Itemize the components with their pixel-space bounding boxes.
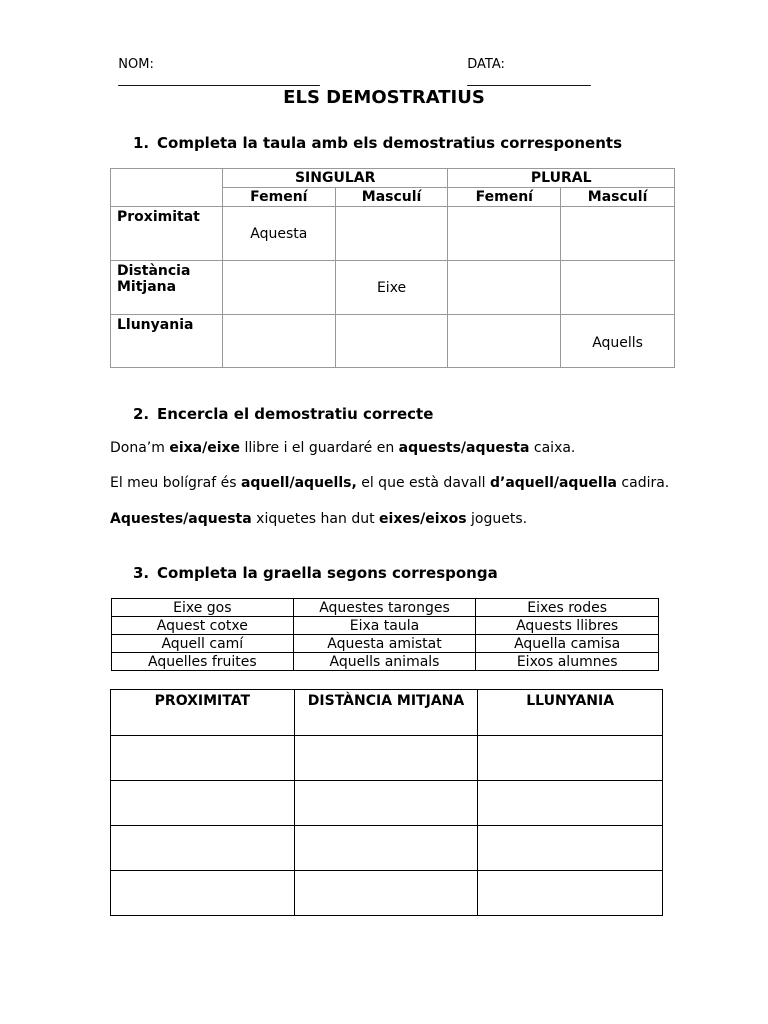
grid-answer-cell[interactable] [294, 826, 478, 871]
answer-cell[interactable] [561, 207, 675, 261]
answer-cell[interactable]: Aquells [561, 315, 675, 368]
distancia-mitjana-column-header: DISTÀNCIA MITJANA [294, 690, 478, 736]
sentence-text: joguets. [466, 511, 528, 527]
singular-masculi-header: Masculí [335, 188, 448, 207]
row-label-llunyania: Llunyania [111, 315, 223, 368]
plural-masculi-header: Masculí [561, 188, 675, 207]
sentence-3 [110, 511, 527, 527]
grid-answer-cell[interactable] [478, 736, 663, 781]
grid-answer-cell[interactable] [294, 736, 478, 781]
choice-option[interactable]: eixes/eixos [379, 511, 467, 527]
sentence-1 [110, 440, 575, 456]
answer-cell[interactable] [222, 261, 335, 315]
grid-answer-cell[interactable] [294, 871, 478, 916]
section-1-number: 1. [133, 134, 150, 152]
table-row [112, 599, 659, 617]
table-row [111, 826, 663, 871]
answer-cell[interactable] [335, 207, 448, 261]
choice-option[interactable]: Aquestes/aquesta [110, 511, 252, 527]
table-row [111, 261, 675, 315]
classification-grid [110, 689, 663, 916]
sentence-text: xiquetes han dut [251, 511, 380, 527]
choice-option[interactable]: aquell/aquells, [240, 475, 357, 491]
grid-answer-cell[interactable] [478, 781, 663, 826]
word-cell: Aquelles fruites [112, 653, 294, 671]
section-2-title: Encercla el demostratiu correcte [157, 405, 434, 423]
grid-answer-cell[interactable] [294, 781, 478, 826]
section-1-title: Completa la taula amb els demostratius corresponents [157, 134, 622, 152]
choice-option[interactable]: aquests/aquesta [398, 440, 530, 456]
demonstratives-table [110, 168, 675, 368]
table-row [112, 635, 659, 653]
date-field[interactable] [459, 42, 591, 87]
page-title: ELS DEMOSTRATIUS [283, 87, 485, 108]
singular-header: SINGULAR [222, 169, 448, 188]
table-row [111, 871, 663, 916]
plural-header: PLURAL [448, 169, 675, 188]
word-cell: Aquell camí [112, 635, 294, 653]
answer-cell[interactable] [561, 261, 675, 315]
choice-option[interactable]: eixa/eixe [169, 440, 241, 456]
sentence-text: llibre i el guardaré en [240, 440, 399, 456]
section-2-heading [133, 405, 433, 423]
section-3-heading [133, 564, 498, 582]
plural-femeni-header: Femení [448, 188, 561, 207]
word-cell: Aquests llibres [476, 617, 659, 635]
table-corner-cell [111, 169, 223, 207]
date-line[interactable]: ___________________ [467, 72, 591, 87]
grid-answer-cell[interactable] [111, 871, 295, 916]
word-cell: Aquest cotxe [112, 617, 294, 635]
name-field[interactable] [110, 42, 320, 87]
grid-answer-cell[interactable] [111, 736, 295, 781]
table-row [111, 207, 675, 261]
choice-option[interactable]: d’aquell/aquella [490, 475, 617, 491]
sentence-text: El meu bolígraf és [110, 475, 241, 491]
section-3-title: Completa la graella segons corresponga [157, 564, 498, 582]
sentence-text: el que està davall [356, 475, 490, 491]
word-cell: Aquestes taronges [293, 599, 476, 617]
section-2-number: 2. [133, 405, 150, 423]
answer-cell[interactable] [448, 315, 561, 368]
sentence-2 [110, 475, 669, 491]
grid-answer-cell[interactable] [111, 826, 295, 871]
word-cell: Eixos alumnes [476, 653, 659, 671]
sentence-text: Dona’m [110, 440, 170, 456]
proximitat-column-header: PROXIMITAT [111, 690, 295, 736]
grid-answer-cell[interactable] [478, 826, 663, 871]
answer-cell[interactable]: Aquesta [222, 207, 335, 261]
table-row [111, 736, 663, 781]
answer-cell[interactable]: Eixe [335, 261, 448, 315]
word-cell: Aquells animals [293, 653, 476, 671]
row-label-distancia-mitjana: Distància Mitjana [111, 261, 223, 315]
sentence-text: caixa. [529, 440, 576, 456]
word-cell: Aquella camisa [476, 635, 659, 653]
row-label-proximitat: Proximitat [111, 207, 223, 261]
name-label: NOM: [118, 57, 154, 72]
word-cell: Eixe gos [112, 599, 294, 617]
answer-cell[interactable] [448, 207, 561, 261]
word-cell: Eixes rodes [476, 599, 659, 617]
answer-cell[interactable] [222, 315, 335, 368]
table-row [112, 617, 659, 635]
answer-cell[interactable] [335, 315, 448, 368]
singular-femeni-header: Femení [222, 188, 335, 207]
word-cell: Eixa taula [293, 617, 476, 635]
word-cell: Aquesta amistat [293, 635, 476, 653]
table-row [111, 781, 663, 826]
grid-answer-cell[interactable] [478, 871, 663, 916]
grid-answer-cell[interactable] [111, 781, 295, 826]
llunyania-column-header: LLUNYANIA [478, 690, 663, 736]
section-3-number: 3. [133, 564, 150, 582]
section-1-heading [133, 134, 622, 152]
table-row [111, 690, 663, 736]
name-line[interactable]: _______________________________ [118, 72, 320, 87]
answer-cell[interactable] [448, 261, 561, 315]
sentence-text: cadira. [616, 475, 670, 491]
table-row [112, 653, 659, 671]
date-label: DATA: [467, 57, 505, 72]
word-bank-table [111, 598, 659, 671]
table-row [111, 315, 675, 368]
